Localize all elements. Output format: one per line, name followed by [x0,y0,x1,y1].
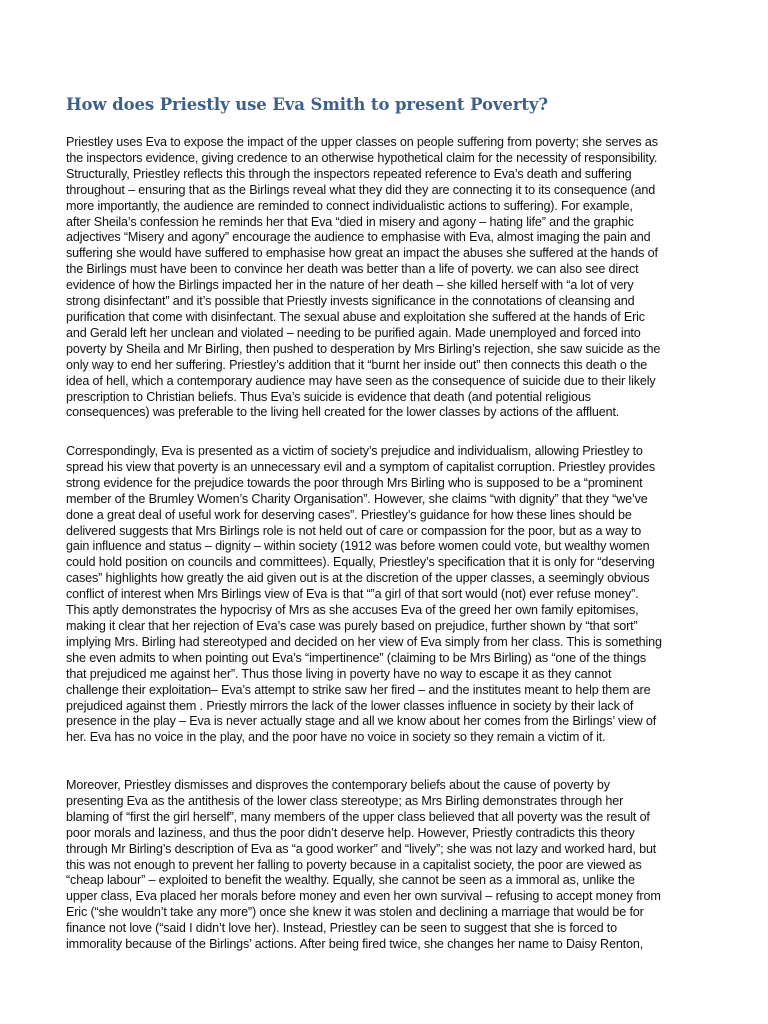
text-line: This aptly demonstrates the hypocrisy of Mrs as she accuses Eva of the greed her own family epitomises, [66,603,639,618]
text-line: blaming of “first the girl herself”, many members of the upper class believed that all poverty was the result of [66,809,650,824]
text-line: immorality because of the Birlings’ actions. After being fired twice, she changes her name to Daisy Renton, [66,937,644,952]
paragraph-3 [66,778,716,953]
text-line: consequences) was preferable to the living hell created for the lower classes by actions of the affluent. [66,405,620,420]
text-line: making it clear that her rejection of Eva’s case was purely based on prejudice, further shown by “that sort” [66,618,638,633]
text-line: after Sheila’s confession he reminds her that Eva “died in misery and agony – hating life” and the graphic [66,214,634,229]
text-line: gain influence and status – dignity – within society (1912 was before women could vote, but wealthy women [66,539,650,554]
text-line: Eric (“she wouldn’t take any more”) once she knew it was stolen and declining a marriage that would be for [66,905,644,920]
text-line: strong disinfectant” and it’s possible that Priestly invests significance in the connotations of cleansing and [66,294,635,309]
text-line: Structurally, Priestley reflects this through the inspectors repeated reference to Eva’s death and suffering [66,166,632,181]
text-line: evidence of how the Birlings impacted her in the nature of her death – she killed herself with “a lot of very [66,278,634,293]
text-line: “cheap labour” – exploited to benefit the wealthy. Equally, she cannot be seen as a immoral as, unlike the [66,873,635,888]
text-line: implying Mrs. Birling had stereotyped and decided on her view of Eva simply from her class. This is something [66,634,662,649]
text-line: this was not enough to prevent her falling to poverty because in a capitalist society, the poor are viewed as [66,857,642,872]
text-line: presence in the play – Eva is never actually stage and all we know about her comes from the Birlings’ view of [66,714,657,729]
text-line: idea of hell, which a contemporary audience may have seen as the consequence of suicide due to their likely [66,373,656,388]
text-line: and Gerald left her unclean and violated – needing to be purified again. Made unemployed and forced into [66,325,641,340]
text-line: spread his view that poverty is an unnecessary evil and a symptom of capitalist corruption. Priestley provides [66,459,655,474]
text-line: purification that come with disinfectant. The sexual abuse and exploitation she suffered at the hands of Eric [66,309,645,324]
text-line: delivered suggests that Mrs Birlings role is not held out of care or compassion for the poor, but as a way to [66,523,642,538]
text-line: more importantly, the audience are reminded to connect individualistic actions to suffering). For example, [66,198,633,213]
text-line: prejudiced against them . Priestly mirrors the lack of the lower classes influence in society by their lack of [66,698,634,713]
paragraph-1 [66,135,716,421]
text-line: poverty by Sheila and Mr Birling, then pushed to desperation by Mrs Birling’s rejection, she saw suicide as the [66,341,661,356]
text-line: presenting Eva as the antithesis of the lower class stereotype; as Mrs Birling demonstrates through her [66,793,624,808]
text-line: done a great deal of useful work for deserving cases”. Priestley’s guidance for how these lines should be [66,507,632,522]
text-line: finance not love (“said I didn’t love her). Instead, Priestley can be seen to suggest that she is forced to [66,921,617,936]
text-line: suffering she would have suffered to emphasise how great an impact the abuses she suffered at the hands of [66,246,658,261]
text-line: the Birlings must have been to convince her death was better than a life of poverty. we can also see direct [66,262,639,277]
text-line: strong evidence for the prejudice towards the poor through Mrs Birling who is supposed to be a “prominent [66,475,643,490]
text-line: could hold position on councils and committees). Equally, Priestley’s specification that it is only for “deserving [66,555,655,570]
text-line: only way to end her suffering. Priestley’s addition that it “burnt her inside out” then connects this death o the [66,357,648,372]
text-line: cases” highlights how greatly the aid given out is at the discretion of the upper classes, a seemingly obvious [66,571,650,586]
text-line: throughout – ensuring that as the Birlings reveal what they did they are connecting it to its consequence (and [66,182,656,197]
text-line: challenge their exploitation– Eva’s attempt to strike saw her fired – and the institutes meant to help them are [66,682,651,697]
text-line: through Mr Birling’s description of Eva as “a good worker” and “lively”; she was not lazy and worked hard, but [66,841,657,856]
text-line: member of the Brumley Women’s Charity Organisation”. However, she claims “with dignity” that they “we’ve [66,491,648,506]
text-line: she even admits to when pointing out Eva’s “impertinence” (claiming to be Mrs Birling) as “one of the things [66,650,646,665]
paragraph-2 [66,444,716,746]
text-line: Correspondingly, Eva is presented as a victim of society’s prejudice and individualism, allowing Priestley to [66,444,643,458]
text-line: that prejudiced me against her”. Thus those living in poverty have no way to escape it as they cannot [66,666,612,681]
text-line: Moreover, Priestley dismisses and disproves the contemporary beliefs about the cause of poverty by [66,778,610,792]
text-line: prescription to Christian beliefs. Thus Eva’s suicide is evidence that death (and potential religious [66,389,591,404]
text-line: poor morals and laziness, and thus the poor didn’t deserve help. However, Priestly contradicts this theory [66,825,635,840]
text-line: the inspectors evidence, giving credence to an otherwise hypothetical claim for the necessity of responsibility. [66,150,658,165]
text-line: her. Eva has no voice in the play, and the poor have no voice in society so they remain a victim of it. [66,730,606,745]
text-line: Priestley uses Eva to expose the impact of the upper classes on people suffering from poverty; she serves as [66,135,658,149]
text-line: conflict of interest when Mrs Birlings view of Eva is that “”a girl of that sort would (not) ever refuse money”. [66,587,639,602]
text-line: upper class, Eva placed her morals before money and even her own survival – refusing to accept money from [66,889,661,904]
page-title: How does Priestly use Eva Smith to present Poverty? [66,95,548,114]
text-line: adjectives “Misery and agony” encourage the audience to emphasise with Eva, almost imaging the pain and [66,230,651,245]
